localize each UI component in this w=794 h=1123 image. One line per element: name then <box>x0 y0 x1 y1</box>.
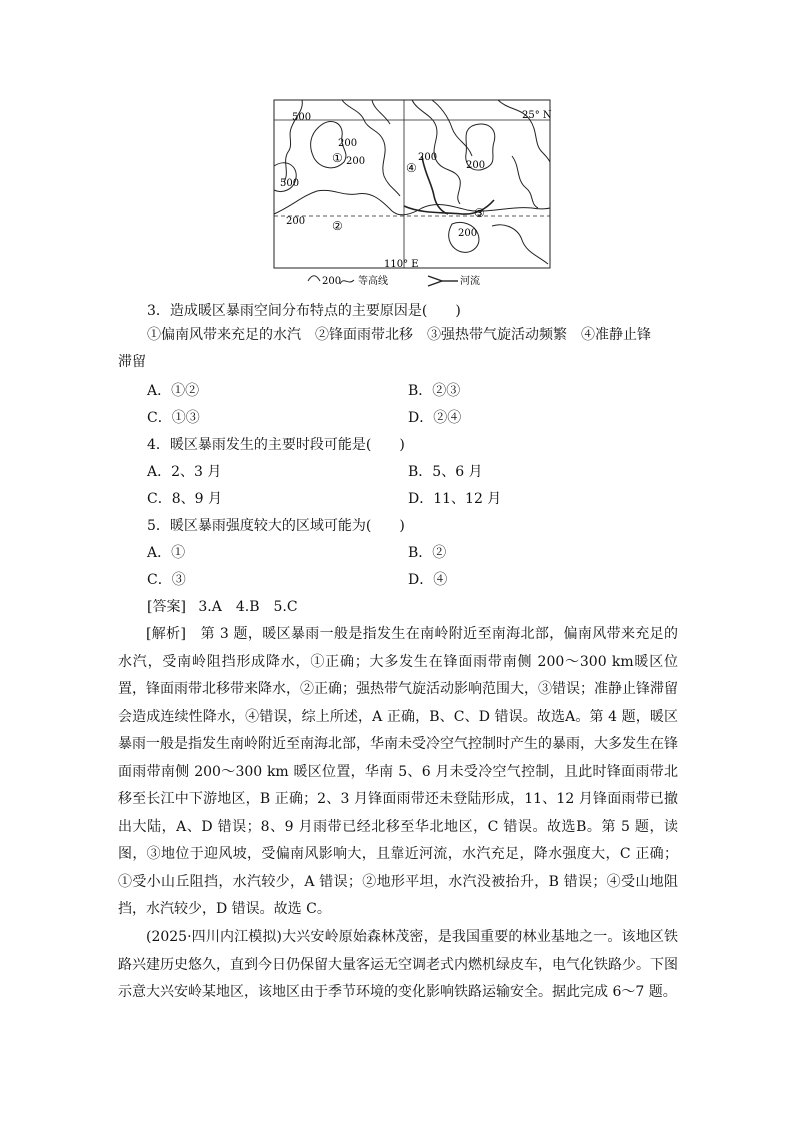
question-5-option-d: D．④ <box>408 572 448 588</box>
legend-river-label: 河流 <box>460 276 480 287</box>
question-4-option-b: B．5、6 月 <box>408 464 483 480</box>
contour-label-200e: 200 <box>466 160 486 171</box>
contour-label-500b: 500 <box>280 178 300 189</box>
question-5-option-a: A．① <box>147 545 186 561</box>
question-3-option-a: A．①② <box>147 383 200 399</box>
question-5-option-b: B．② <box>408 545 447 561</box>
question-4-stem: 4．暖区暴雨发生的主要时段可能是( ) <box>147 437 405 453</box>
region-2-label: ② <box>332 219 343 233</box>
region-4-label: ④ <box>406 161 417 175</box>
question-3-option-c: C．①③ <box>147 410 200 426</box>
latitude-label: 25° N <box>522 110 552 121</box>
analysis-paragraph <box>118 621 678 924</box>
question-5-option-c: C．③ <box>147 572 186 588</box>
contour-label-200b: 200 <box>346 156 366 167</box>
contour-label-200c: 200 <box>286 216 306 227</box>
answer-label: [答案] <box>147 599 186 615</box>
map-legend <box>308 274 480 287</box>
contour-label-200f: 200 <box>458 228 478 239</box>
answer-text: 3.A 4.B 5.C <box>198 599 298 615</box>
question-3-options-line1: ①偏南风带来充足的水汽 ②锋面雨带北移 ③强热带气旋活动频繁 ④准静止锋 <box>147 327 651 343</box>
question-3-option-d: D．②④ <box>408 410 462 426</box>
map-frame <box>274 100 550 268</box>
contour-map <box>272 96 562 288</box>
question-5-stem: 5．暖区暴雨强度较大的区域可能为( ) <box>147 518 405 534</box>
answer-line <box>147 594 707 621</box>
contour-label-200d: 200 <box>418 152 438 163</box>
question-3-option-b: B．②③ <box>408 383 461 399</box>
question-3-options-line2: 滞留 <box>118 354 146 370</box>
legend-contour-label: 等高线 <box>358 276 388 287</box>
contour-label-200a: 200 <box>338 138 358 149</box>
contour-lines <box>274 100 550 264</box>
analysis-label: [解析] <box>146 626 186 642</box>
contour-legend-symbol <box>308 276 320 281</box>
question-4-option-d: D．11、12 月 <box>408 491 502 507</box>
region-3-label: ③ <box>474 206 485 220</box>
legend-contour-value: 200 <box>322 276 342 287</box>
question-4-option-a: A．2、3 月 <box>147 464 222 480</box>
analysis-text: 第 3 题，暖区暴雨一般是指发生在南岭附近至南海北部，偏南风带来充足的水汽，受南岭阻挡形成降水，①正确；大多发生在锋面雨带南侧 200～300 km暖区位置，锋面雨带北移带来降水，②正确；强热带气旋活动影响范围大，③错误；准静止锋滞留会造成连续性降水，④错误，综上所述，A 正确，B、C、D 错误。故选A。第 4 题，暖区暴雨一般是指发生南岭附近至南海北部，华南未受冷空气控制时产生的暴雨，大多发生在锋面雨带南侧 200～300 km 暖区位置，华南 5、6 月未受冷空气控制，且此时锋面雨带北移至长江中下游地区，B 正确；2、3 月锋面雨带还未登陆形成，11、12 月锋面雨带已撤出大陆，A、D 错误；8、9 月雨带已经北移至华北地区，C 错误。故选B。第 5 题，读图，③地位于迎风坡，受偏南风影响大，且靠近河流，水汽充足，降水强度大，C 正确；①受小山丘阻挡，水汽较少，A 错误；②地形平坦，水汽没被抬升，B 错误；④受山地阻挡，水汽较少，D 错误。故选 C。 <box>118 626 678 917</box>
contour-map-figure <box>272 96 562 288</box>
river-legend-symbol <box>428 276 442 286</box>
region-1-label: ① <box>332 151 343 165</box>
question-4-option-c: C．8、9 月 <box>147 491 222 507</box>
question-3-stem: 3．造成暖区暴雨空间分布特点的主要原因是( ) <box>147 303 461 319</box>
longitude-label: 110° E <box>384 259 419 270</box>
contour-label-500a: 500 <box>292 112 312 123</box>
intro-paragraph: (2025·四川内江模拟)大兴安岭原始森林茂密，是我国重要的林业基地之一。该地区铁路兴建历史悠久，直到今日仍保留大量客运无空调老式内燃机绿皮车，电气化铁路少。下图示意大兴安岭某地区，该地区由于季节环境的变化影响铁路运输安全。据此完成 6～7 题。 <box>118 929 678 1000</box>
